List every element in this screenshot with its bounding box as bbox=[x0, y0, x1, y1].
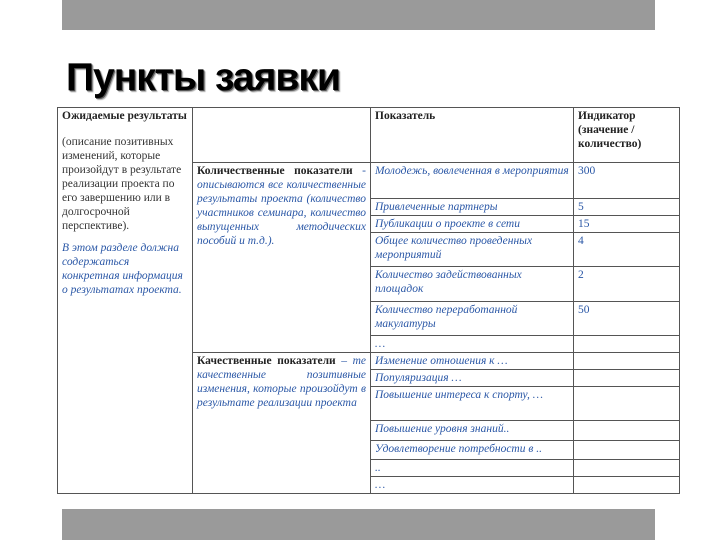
quantitative-heading: Количественные показатели bbox=[197, 165, 353, 177]
slide-title: Пункты заявки bbox=[66, 56, 340, 99]
value-cell bbox=[574, 441, 680, 460]
indicator-cell: Удовлетворение потребности в .. bbox=[371, 441, 574, 460]
top-decor-bar bbox=[62, 0, 655, 30]
qualitative-cell bbox=[193, 353, 371, 494]
header-row bbox=[58, 108, 680, 163]
header-value: Индикатор (значение / количество) bbox=[574, 108, 680, 163]
qualitative-text: – те качественные позитивные изменения, которые произойдут в результате реализации проекта bbox=[197, 355, 366, 409]
expected-results-cell bbox=[58, 108, 193, 494]
header-indicator: Показатель bbox=[371, 108, 574, 163]
header-empty-cell bbox=[193, 108, 371, 163]
indicator-cell: Количество задействованных площадок bbox=[371, 267, 574, 302]
value-cell bbox=[574, 477, 680, 494]
indicator-cell: Привлеченные партнеры bbox=[371, 199, 574, 216]
indicator-cell: … bbox=[371, 336, 574, 353]
quantitative-cell bbox=[193, 163, 371, 353]
value-cell: 300 bbox=[574, 163, 680, 199]
value-cell: 15 bbox=[574, 216, 680, 233]
value-cell: 5 bbox=[574, 199, 680, 216]
value-cell bbox=[574, 336, 680, 353]
indicator-cell: .. bbox=[371, 460, 574, 477]
indicator-cell: Общее количество проведенных мероприятий bbox=[371, 233, 574, 267]
indicator-cell: … bbox=[371, 477, 574, 494]
bottom-decor-bar bbox=[62, 509, 655, 540]
value-cell: 50 bbox=[574, 302, 680, 336]
qualitative-heading: Качественные показатели bbox=[197, 355, 336, 367]
indicator-cell: Повышение уровня знаний.. bbox=[371, 421, 574, 441]
indicator-cell: Изменение отношения к … bbox=[371, 353, 574, 370]
value-cell bbox=[574, 421, 680, 441]
indicator-cell: Повышение интереса к спорту, … bbox=[371, 387, 574, 421]
value-cell bbox=[574, 353, 680, 370]
value-cell: 2 bbox=[574, 267, 680, 302]
expected-results-note: В этом разделе должна содержаться конкретная информация о результатах проекта. bbox=[62, 242, 183, 296]
value-cell bbox=[574, 460, 680, 477]
indicator-cell: Популяризация … bbox=[371, 370, 574, 387]
value-cell bbox=[574, 387, 680, 421]
application-table bbox=[57, 107, 680, 494]
quantitative-text: - описываются все количественные результаты проекта (количество участников семинара, количество выпущенных методических пособий и т.д.). bbox=[197, 165, 366, 247]
value-cell bbox=[574, 370, 680, 387]
expected-results-heading: Ожидаемые результаты bbox=[62, 110, 187, 122]
expected-results-description: (описание позитивных изменений, которые произойдут в результате реализации проекта по его завершению или в долгосрочной перспективе). bbox=[62, 136, 182, 232]
value-cell: 4 bbox=[574, 233, 680, 267]
indicator-cell: Количество переработанной макулатуры bbox=[371, 302, 574, 336]
indicator-cell: Молодежь, вовлеченная в мероприятия bbox=[371, 163, 574, 199]
indicator-cell: Публикации о проекте в сети bbox=[371, 216, 574, 233]
